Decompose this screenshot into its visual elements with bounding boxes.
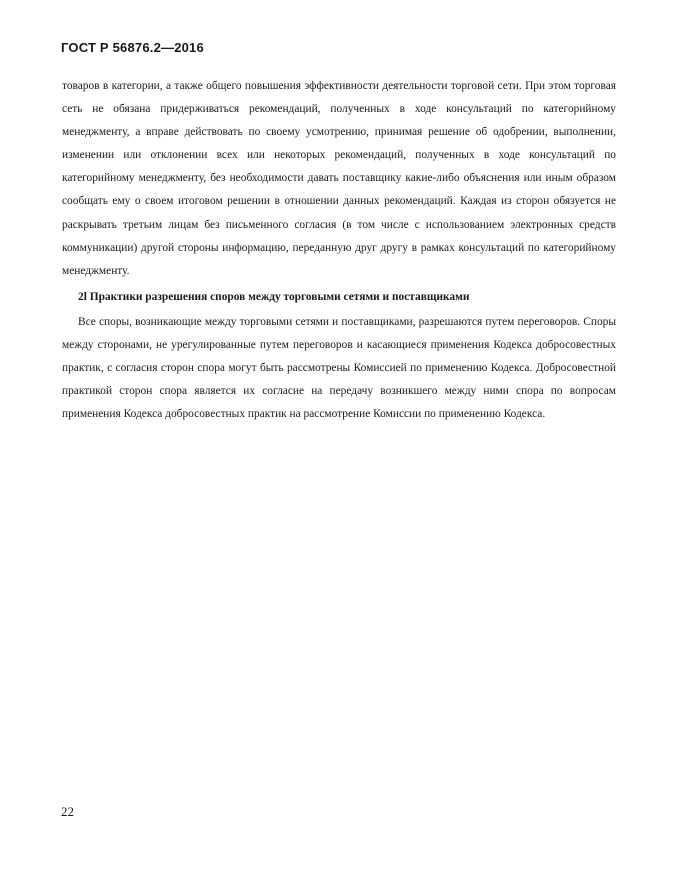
- section-paragraph: Все споры, возникающие между торговыми сетями и поставщиками, разрешаются путем переговоров. Споры между сторонами, не урегулированные путем переговоров и касающиеся применения Кодекса добросовестных практик, с согласия сторон спора могут быть рассмотрены Комиссией по применению Кодекса. Добросовестной практикой сторон спора является их согласие на передачу возникшего между ними спора по вопросам применения Кодекса добросовестных практик на рассмотрение Комиссии по применению Кодекса.: [62, 315, 616, 421]
- document-header-id: ГОСТ Р 56876.2—2016: [61, 40, 204, 55]
- document-body: [62, 75, 616, 426]
- section-heading: 2l Практики разрешения споров между торговыми сетями и поставщиками: [78, 290, 470, 303]
- page-number: 22: [61, 804, 74, 819]
- continued-paragraph: товаров в категории, а также общего повышения эффективности деятельности торговой сети. При этом торговая сеть не обязана придерживаться рекомендаций, полученных в ходе консультаций по категорийному менеджменту, а вправе действовать по своему усмотрению, принимая решение об одобрении, выполнении, изменении или отклонении всех или некоторых рекомендаций, полученных в ходе консультаций по категорийному менеджменту, без необходимости давать поставщику какие-либо объяснения или иным образом сообщать ему о своем итоговом решении в отношении данных рекомендаций. Каждая из сторон обязуется не раскрывать третьим лицам без письменного согласия (в том числе с использованием электронных средств коммуникации) другой стороны информацию, переданную друг другу в рамках консультаций по категорийному менеджменту.: [62, 80, 616, 277]
